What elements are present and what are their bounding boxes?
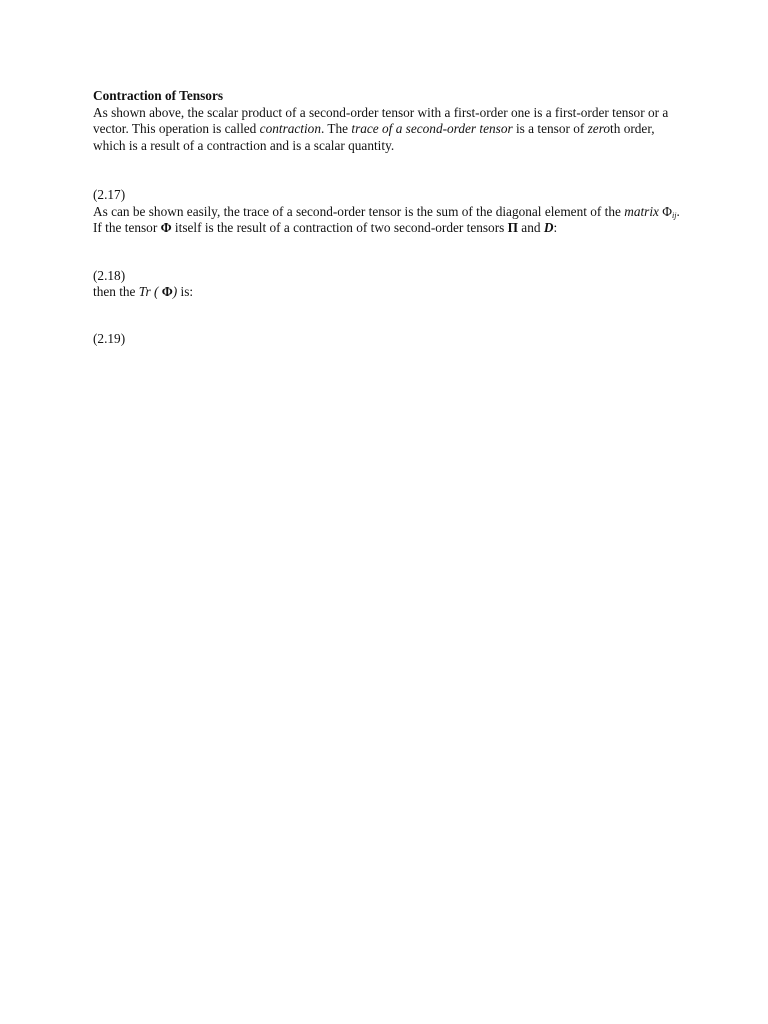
para2-text-7: itself is the result of a contraction of two second-order tensors bbox=[171, 220, 508, 235]
paragraph-trace-diagonal bbox=[93, 204, 683, 237]
equation-number-2-17: (2.17) bbox=[93, 187, 126, 202]
term-matrix: matrix bbox=[624, 203, 659, 219]
section-heading: Contraction of Tensors bbox=[93, 88, 224, 103]
para1-text-3: . The bbox=[320, 121, 352, 136]
para2-text-1: As can be shown easily, the trace of a second-order tensor is the sum of the diagonal element of the bbox=[93, 203, 625, 219]
symbol-phi-bold: Φ bbox=[160, 220, 172, 235]
para2-text-5: . If the tensor bbox=[93, 203, 680, 235]
term-tr: Tr ( bbox=[138, 284, 159, 299]
para1-text-5: is a tensor of bbox=[512, 121, 588, 136]
para1-text-1: As shown above, the scalar product of a second-order tensor with a first-order one is a first-order tensor or a vector. This operation is called bbox=[93, 104, 669, 136]
equation-number-2-18: (2.18) bbox=[93, 267, 126, 283]
term-trace-second-order-tensor: trace of a second-order tensor bbox=[351, 121, 513, 136]
paragraph-then-trace bbox=[93, 284, 683, 301]
subscript-ij: ij bbox=[671, 210, 677, 220]
term-contraction: contraction bbox=[259, 121, 321, 136]
paragraph-contraction-intro bbox=[93, 105, 683, 155]
symbol-phi-bold-trace: Φ bbox=[158, 284, 173, 299]
symbol-d-bold-italic: D bbox=[543, 220, 554, 235]
symbol-phi: Φ bbox=[658, 203, 672, 219]
equation-number-2-19: (2.19) bbox=[93, 330, 126, 346]
para2-text-11: : bbox=[553, 220, 558, 235]
para1-text-7: th order, which is a result of a contraction and is a scalar quantity. bbox=[93, 121, 655, 153]
para2-text-9: and bbox=[517, 220, 544, 235]
para3-text-1: then the bbox=[93, 284, 139, 299]
term-close-paren: ) bbox=[172, 284, 178, 299]
symbol-pi-bold: Π bbox=[507, 220, 518, 235]
para3-text-5: is: bbox=[177, 284, 194, 299]
document-body bbox=[93, 88, 683, 347]
term-zero: zero bbox=[587, 121, 611, 136]
